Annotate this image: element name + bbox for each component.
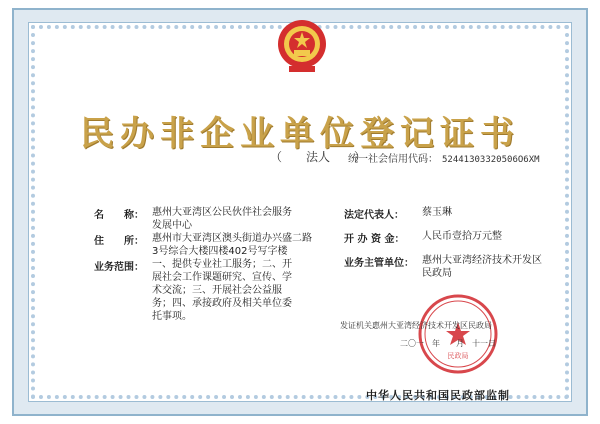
scope-value	[152, 258, 292, 323]
supervisor-value-line: 惠州大亚湾经济技术开发区	[422, 255, 542, 266]
name-value	[152, 206, 292, 232]
capital-label: 开 办 资 金：	[344, 234, 405, 245]
supervisor-value-line: 民政局	[422, 268, 452, 279]
name-value-line: 发展中心	[152, 220, 192, 231]
footer-supervision-text: 中华人民共和国民政部监制	[366, 389, 510, 402]
supervisor-label: 业务主管单位：	[344, 258, 414, 269]
supervisor-value	[422, 254, 542, 280]
issuer-value: 惠州大亚湾经济技术开发区民政局	[372, 321, 492, 330]
legal-rep-label: 法定代表人：	[344, 210, 404, 221]
svg-text:民政局: 民政局	[447, 352, 469, 360]
name-value-line: 惠州大亚湾区公民伙伴社会服务	[152, 207, 292, 218]
scope-line: 务；四、承接政府及相关单位委	[152, 298, 292, 309]
scope-line: 一、提供专业社工服务；二、开	[152, 259, 292, 270]
credit-code-row	[348, 150, 540, 165]
address-value	[152, 232, 312, 258]
scope-line: 托事项。	[152, 311, 192, 322]
address-label: 住 所：	[94, 236, 144, 247]
address-value-line: 惠州市大亚湾区澳头街道办兴盛二路	[152, 233, 312, 244]
issue-date: 二〇一 年 月 十一日	[400, 339, 496, 348]
scope-line: 展社会工作课题研究、宣传、学	[152, 272, 292, 283]
credit-code-value: 52441303320506O6XM	[442, 155, 540, 165]
official-seal-icon	[416, 292, 500, 376]
credit-code-label: 统一社会信用代码：	[348, 154, 438, 165]
issuer-label: 发证机关：	[340, 321, 380, 330]
scope-label: 业务范围：	[94, 262, 144, 273]
capital-value: 人民币壹拾万元整	[422, 231, 502, 242]
legal-rep-value: 蔡玉琳	[422, 207, 452, 218]
certificate-title: 民办非企业单位登记证书	[80, 114, 520, 154]
name-label: 名 称：	[94, 210, 144, 221]
certificate-subtype: （ 法人 ）	[270, 150, 367, 164]
national-emblem-icon	[275, 16, 329, 76]
address-value-line: 3号综合大楼四楼402号写字楼	[152, 246, 288, 257]
scope-line: 术交流；三、开展社会公益服	[152, 285, 282, 296]
